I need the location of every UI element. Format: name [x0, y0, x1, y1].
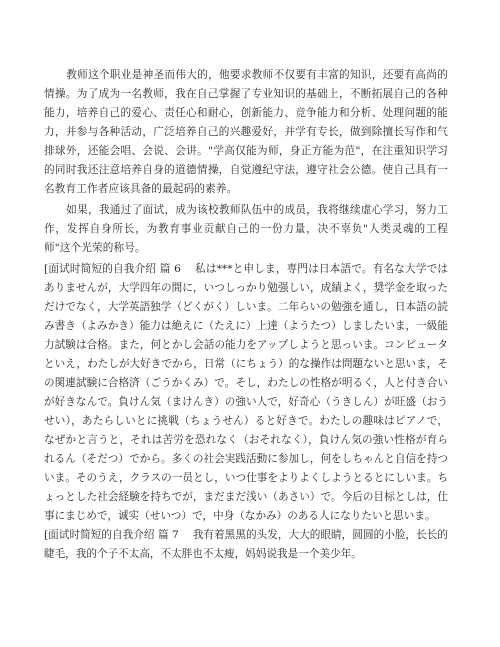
section-6-text: 私は***と申しま，専門は日本語で。有名な大学ではありませんが，大学四年の間に，いつしっかり勉强しい，成績よく，奨学金を取っただけでなく，大学英語独学（どくがく）しいま。二年らいの勉強を通し，日本語の読み書き（よみかき）能力は絶えに（たえに）上達（ようたつ）しましたいま，一級能力試験は合格。また，何とかし会話の能力をアップしようと思っいま。コンピュータといえ，わたしが大好きでから，日常（にちょう）的な操作は問題ないと思いま，その関連試験に合格済（ごうかくみ）で。そし，わたしの性格が明るく，人と付き合いが好きなんで。負けん気（まけんき）の強い人で，好奇心（うきしん）が旺盛（おうせい），あたらしいとに挑戦（ちょうせん）ると好きで。わたしの趣味はピアノで，なぜかと言うと，それは苦労を恐れなく（おそれなく），負けん気の強い性格が育られるん（そだつ）でから。多くの社会実践活動に参加し，何をしちゃんと自信を持ついま。そのうえ，クラスの一员とし，いつ仕事をよりよくしようとるとにしいま。ちょっとした社会経験を持ちでが，まだまだ浅い（あさい）で。今后の目标としは，仕事にまじめで，诚实（せいつ）で，中身（なかみ）のある人になりたいと思いま。	[44, 263, 449, 522]
section-7-text: 我有着黑黑的头发，大大的眼睛，圆圆的小脸，长长的睫毛，我的个子不太高，不太胖也不太瘦，妈妈说我是一个美少年。	[44, 529, 448, 560]
section-7	[44, 526, 448, 564]
section-7-title: [面试时简短的自我介绍 篇 7	[44, 529, 179, 541]
section-6	[44, 260, 448, 526]
intro-paragraph-2: 如果，我通过了面试，成为该校教师队伍中的成员，我将继续虚心学习，努力工作，发挥自身所长，为教育事业贡献自己的一份力量，决不辜负"人类灵魂的工程师"这个光荣的称号。	[44, 204, 448, 254]
intro-paragraph-1: 教师这个职业是神圣而伟大的，他要求教师不仅要有丰富的知识，还要有高尚的情操。为了成为一名教师，我在自己掌握了专业知识的基础上，不断拓展自己的各种能力，培养自己的爱心、责任心和耐心，创新能力、竞争能力和分析、处理问题的能力，并参与各种活动，广泛培养自己的兴趣爱好，并学有专长，做到除擅长写作和气排球外，还能会唱、会说、会讲。"学高仅能为师，身正方能为范"，在注重知识学习的同时我还注意培养自身的道德情操，自觉遵纪守法，遵守社会公德。使自己具有一名教育工作者应该具备的最起码的素养。	[44, 69, 448, 195]
section-6-title: [面试时简短的自我介绍 篇 6	[44, 263, 181, 275]
